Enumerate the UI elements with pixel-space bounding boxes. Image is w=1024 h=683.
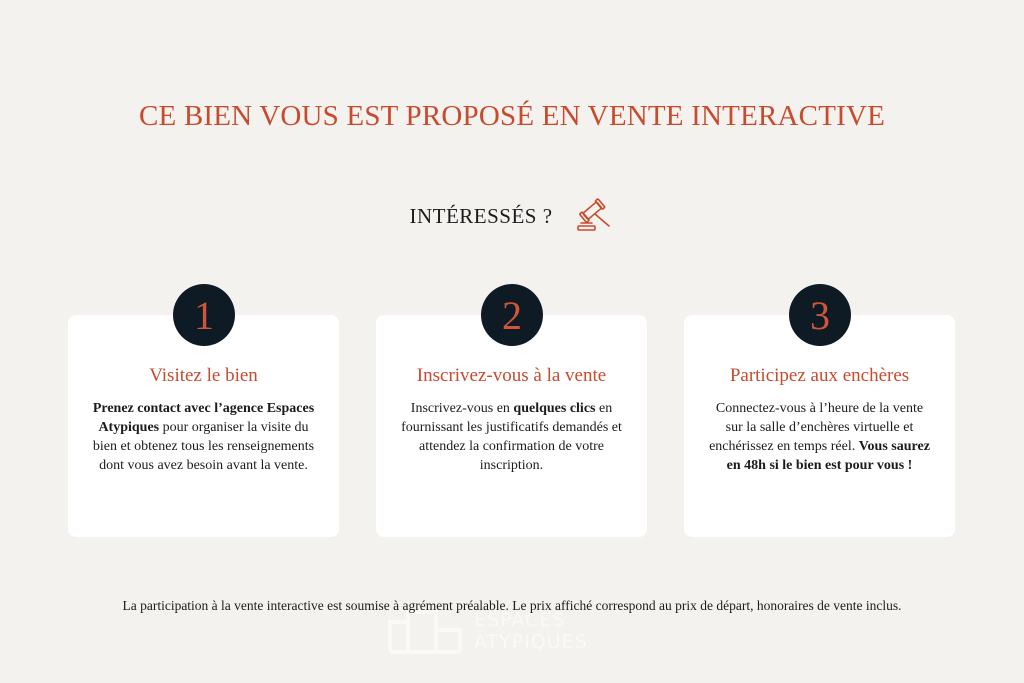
step-description bbox=[90, 399, 317, 475]
watermark-line: ESPACES bbox=[474, 609, 566, 631]
step-text-bold: Vous saurez en 48h si le bien est pour vous ! bbox=[726, 439, 930, 473]
watermark-line: ATYPIQUES bbox=[474, 631, 588, 653]
page-title: CE BIEN VOUS EST PROPOSÉ EN VENTE INTERACTIVE bbox=[138, 100, 886, 132]
step-description bbox=[398, 399, 625, 475]
step-card-register bbox=[376, 315, 647, 537]
step-text-bold: Prenez contact avec l’agence Espaces Atypiques bbox=[92, 401, 315, 435]
step-card-visit bbox=[68, 315, 339, 537]
interest-row bbox=[0, 196, 1024, 236]
step-text: pour organiser la visite du bien et obtenez tous les renseignements dont vous avez besoin avant la vente. bbox=[92, 420, 315, 473]
step-number-badge: 1 bbox=[173, 284, 235, 346]
step-text: Inscrivez-vous en bbox=[410, 401, 514, 416]
step-text: en fournissant les justificatifs demandés et attendez la confirmation de votre inscription. bbox=[401, 401, 622, 473]
step-number-badge: 2 bbox=[481, 284, 543, 346]
step-description bbox=[706, 399, 933, 475]
step-title: Visitez le bien bbox=[149, 365, 258, 386]
step-text-bold: quelques clics bbox=[513, 401, 596, 416]
disclaimer-text: La participation à la vente interactive est soumise à agrément préalable. Le prix affiché correspond au prix de départ, honoraires de vente inclus. bbox=[122, 598, 902, 613]
step-number-badge: 3 bbox=[789, 284, 851, 346]
step-title: Inscrivez-vous à la vente bbox=[416, 365, 607, 386]
step-card-bid bbox=[684, 315, 955, 537]
interest-label: INTÉRESSÉS ? bbox=[409, 203, 553, 228]
step-title: Participez aux enchères bbox=[729, 365, 910, 386]
building-logo-icon bbox=[386, 608, 464, 654]
gavel-icon bbox=[575, 196, 615, 236]
watermark-text bbox=[474, 609, 588, 653]
step-text: Connectez-vous à l’heure de la vente sur la salle d’enchères virtuelle et enchérissez en temps réel. bbox=[709, 401, 924, 454]
